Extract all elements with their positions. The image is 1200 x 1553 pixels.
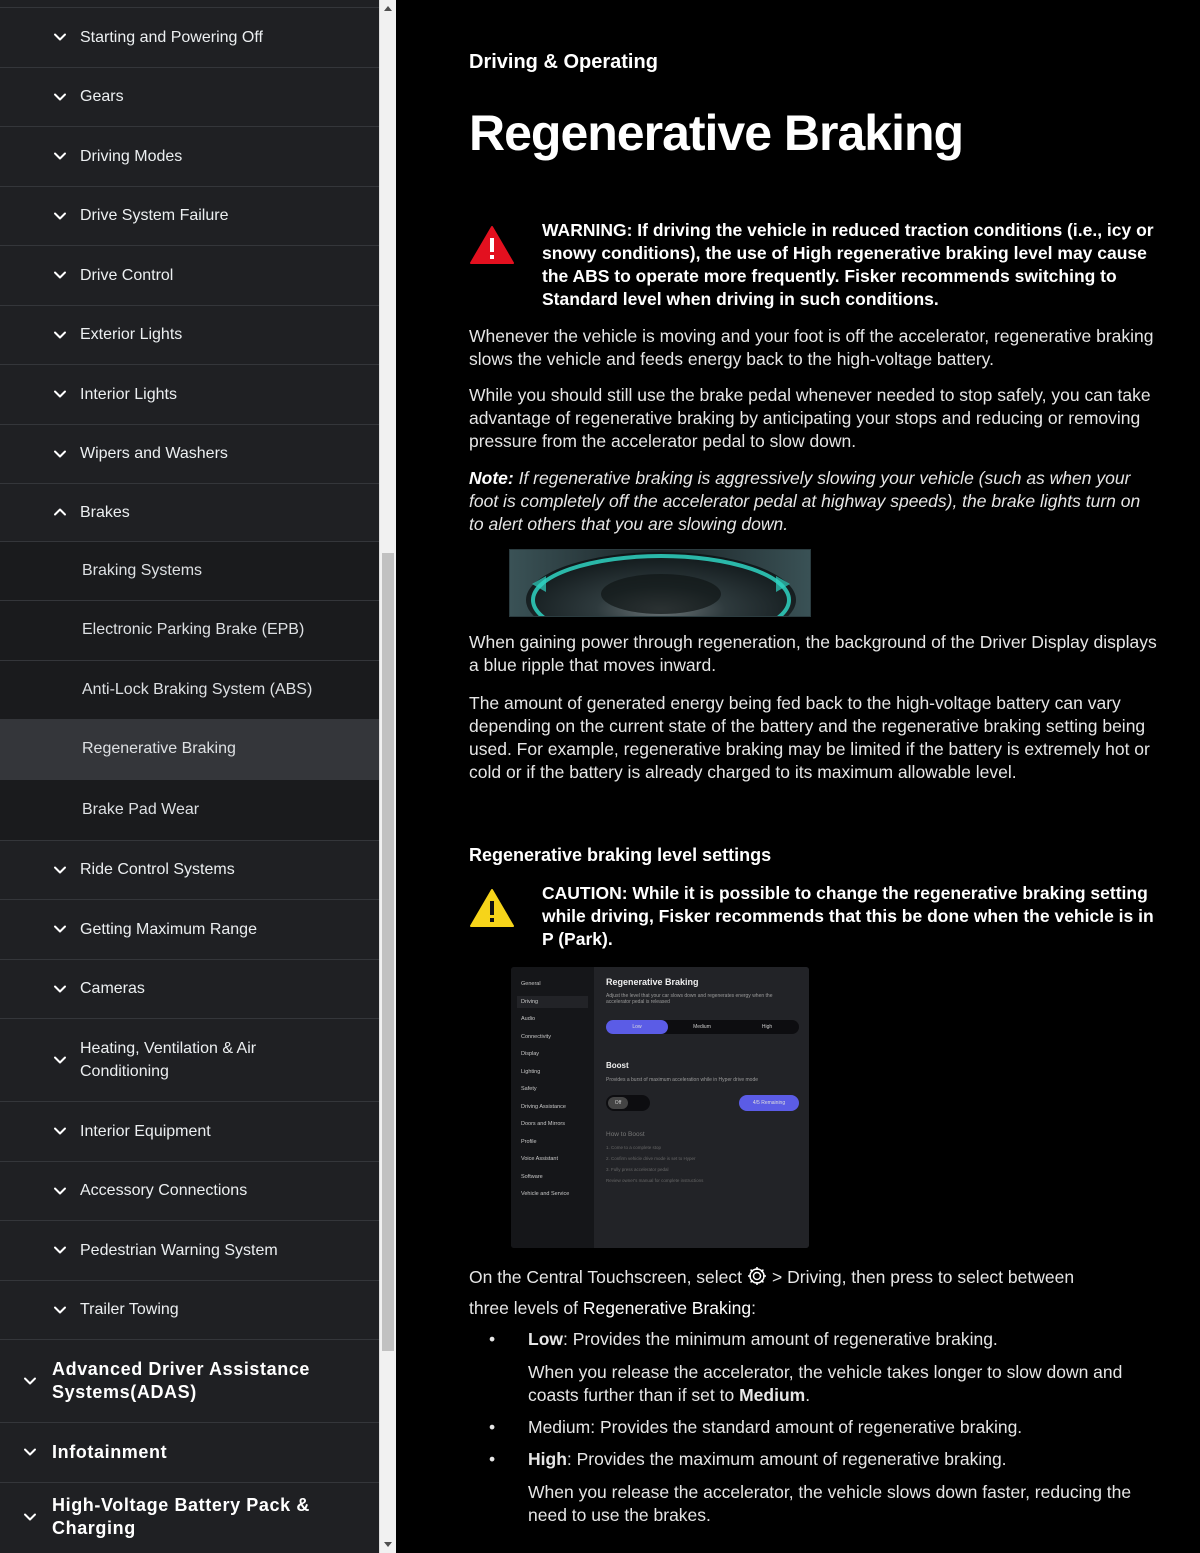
scroll-down-arrow-icon[interactable] — [380, 1536, 396, 1553]
sidebar-item-label: Gears — [80, 88, 124, 106]
chevron-down-icon — [52, 148, 68, 164]
settings-nav-item: Doors and Mirrors — [521, 1121, 566, 1127]
boost-toggle: Off — [606, 1095, 650, 1111]
chevron-down-icon — [22, 1373, 38, 1389]
boost-remaining-badge: 4/5 Remaining — [739, 1095, 799, 1111]
regenerative-braking-bold: Regenerative Braking — [582, 1298, 752, 1318]
sidebar-item-brake-pad-wear[interactable] — [0, 779, 379, 840]
sidebar-item-ride-control-systems[interactable] — [0, 840, 379, 900]
sidebar-item-brakes[interactable] — [0, 483, 379, 541]
section-label: Driving & Operating — [469, 51, 658, 73]
chevron-down-icon — [52, 1052, 68, 1068]
sidebar-item-pedestrian-warning-system[interactable] — [0, 1220, 379, 1280]
settings-nav-item: Voice Assistant — [521, 1156, 558, 1162]
sidebar-item-label: Exterior Lights — [80, 326, 183, 344]
chevron-down-icon — [52, 981, 68, 997]
sidebar-item-label: Brake Pad Wear — [82, 800, 200, 818]
level-medium: Medium — [693, 1024, 711, 1030]
sidebar-item-label: Getting Maximum Range — [80, 920, 257, 938]
sidebar-item-label: High-Voltage Battery Pack & Charging — [52, 1494, 310, 1538]
chevron-down-icon — [52, 327, 68, 343]
sidebar-item-trailer-towing[interactable] — [0, 1280, 379, 1340]
chevron-up-icon — [52, 504, 68, 520]
sidebar-top-spacer — [0, 0, 379, 7]
sidebar-item-label: Advanced Driver Assistance Systems(ADAS) — [52, 1359, 311, 1402]
scrollbar-thumb[interactable] — [382, 553, 394, 1351]
settings-nav-item: Connectivity — [521, 1033, 551, 1040]
settings-nav-item: Driving Assistance — [521, 1103, 566, 1110]
sidebar-item-label: Accessory Connections — [80, 1182, 248, 1200]
sidebar-item-braking-systems[interactable] — [0, 541, 379, 601]
settings-nav-item: Software — [521, 1173, 543, 1180]
paragraph-brake-pedal: While you should still use the brake pedal whenever needed to stop safely, you can take advantage of regenerative braking by anticipating your stops and reducing or removing pressure from the accelerator pedal to slow down. — [469, 385, 1151, 451]
warning-box — [469, 219, 1159, 311]
sidebar-item-label: Pedestrian Warning System — [80, 1241, 278, 1259]
gear-icon — [746, 1265, 768, 1295]
settings-nav-item: Safety — [521, 1086, 537, 1092]
sidebar-item-label: Heating, Ventilation & Air Conditioning — [80, 1040, 257, 1080]
scroll-up-arrow-icon[interactable] — [380, 0, 396, 17]
page-title: Regenerative Braking — [469, 105, 964, 161]
sidebar-item-regenerative-braking[interactable] — [0, 719, 379, 779]
sidebar-item-label: Interior Lights — [80, 385, 177, 403]
sidebar-item-interior-lights[interactable] — [0, 364, 379, 424]
sidebar-item-label: Driving Modes — [80, 147, 183, 165]
how-to-boost-title: How to Boost — [606, 1131, 645, 1138]
settings-panel-desc: Adjust the level that your car slows down and regenerates energy when the accelerator pedal is released — [606, 993, 773, 1005]
chevron-down-icon — [52, 1242, 68, 1258]
sidebar-item-wipers-and-washers[interactable] — [0, 424, 379, 484]
level-segmented-control — [606, 1020, 799, 1034]
sidebar-item-label: Ride Control Systems — [80, 861, 235, 879]
paragraph-central-touchscreen: On the Central Touchscreen, select > Driving, then press to select between three levels of Regenerative Braking: — [469, 1267, 1075, 1318]
settings-nav — [511, 967, 594, 1248]
chevron-down-icon — [52, 208, 68, 224]
sidebar-item-label: Interior Equipment — [80, 1122, 211, 1140]
chevron-down-icon — [52, 29, 68, 45]
boost-desc: Provides a burst of maximum acceleration while in Hyper drive mode — [606, 1077, 759, 1083]
caution-icon — [469, 882, 542, 951]
settings-panel-title: Regenerative Braking — [606, 977, 699, 987]
settings-screenshot-image — [511, 967, 809, 1248]
caution-box — [469, 882, 1159, 951]
warning-text: WARNING: If driving the vehicle in reduced traction conditions (i.e., icy or snowy conditions), the use of High regenerative braking level may cause the ABS to operate more frequently. Fisker recommends switching to Standard level when driving in such conditions. — [542, 220, 1154, 309]
sidebar-item-drive-control[interactable] — [0, 245, 379, 305]
sidebar-item-infotainment[interactable] — [0, 1422, 379, 1482]
sidebar-item-exterior-lights[interactable] — [0, 305, 379, 365]
chevron-down-icon — [52, 1302, 68, 1318]
level-low: Low — [632, 1024, 642, 1030]
sidebar-item-cameras[interactable] — [0, 959, 379, 1019]
sidebar-item-gears[interactable] — [0, 67, 379, 127]
sidebar-item-electronic-parking-brake-epb[interactable] — [0, 600, 379, 660]
sidebar-item-starting-and-powering-off[interactable] — [0, 7, 379, 67]
settings-nav-item: Display — [521, 1051, 540, 1057]
sidebar-item-advanced-driver-assistance-systems-adas[interactable] — [0, 1339, 379, 1422]
settings-nav-item: Profile — [521, 1138, 537, 1145]
chevron-down-icon — [52, 1123, 68, 1139]
sidebar-item-interior-equipment[interactable] — [0, 1101, 379, 1161]
sidebar-item-label: Braking Systems — [82, 561, 203, 579]
note-text: If regenerative braking is aggressively slowing your vehicle (such as when your foot is completely off the accelerator pedal at highway speeds), the brake lights turn on to alert others that you are slowing down. — [469, 468, 1141, 534]
sidebar-item-label: Infotainment — [52, 1441, 168, 1462]
subheading-level-settings: Regenerative braking level settings — [469, 845, 772, 865]
chevron-down-icon — [52, 862, 68, 878]
sidebar-item-label: Starting and Powering Off — [80, 28, 263, 46]
sidebar-nav — [0, 0, 379, 1553]
chevron-down-icon — [52, 921, 68, 937]
chevron-down-icon — [52, 446, 68, 462]
caution-text: CAUTION: While it is possible to change the regenerative braking setting while driving, Fisker recommends that this be done when the vehicle is in P (Park). — [542, 883, 1154, 949]
driver-display-ripple-image — [509, 549, 811, 617]
sidebar-item-label: Trailer Towing — [80, 1301, 179, 1319]
sidebar-item-label: Drive System Failure — [80, 207, 229, 225]
chevron-down-icon — [52, 386, 68, 402]
sidebar-item-high-voltage-battery-pack-charging[interactable] — [0, 1482, 379, 1551]
settings-nav-item: Driving — [517, 996, 588, 1008]
paragraph-intro: Whenever the vehicle is moving and your foot is off the accelerator, regenerative braking slows the vehicle and feeds energy back to the high-voltage battery. — [469, 326, 1154, 369]
chevron-down-icon — [52, 1183, 68, 1199]
sidebar-item-label: Wipers and Washers — [80, 445, 228, 463]
settings-nav-item: Audio — [521, 1016, 536, 1022]
sidebar-item-getting-maximum-range[interactable] — [0, 899, 379, 959]
chevron-down-icon — [52, 267, 68, 283]
sidebar-item-drive-system-failure[interactable] — [0, 186, 379, 246]
sidebar-item-label: Anti-Lock Braking System (ABS) — [82, 680, 313, 698]
note-label: Note: — [469, 468, 514, 488]
settings-nav-item: Vehicle and Service — [521, 1191, 570, 1197]
chevron-down-icon — [22, 1509, 38, 1525]
sidebar-item-label: Regenerative Braking — [82, 740, 236, 758]
article-content: Driving & Operating Regenerative Braking WARNING: If driving the vehicle in reduced traction conditions (i.e., icy or snowy conditions), the use of High regenerative braking level may cause the ABS to operate more frequently. Fisker recommends switching to Standard level when driving in such conditions. Whenever the vehicle is moving and your foot is off the accelerator, regenerative braking slows the vehicle and feeds energy back to the high-voltage battery. While you should still use the brake pedal whenever needed to stop safely, you can take advantage of regenerative braking by anticipating your stops and reducing or removing pressure from the accelerator pedal to slow down. Note: If regenerative braking is aggressively slowing your vehicle (such as when your foot is completely off the accelerator pedal at highway speeds), the brake lights turn on to alert others that you are slowing down. When gaining power through regeneration, the background of the Driver Display displays a blue ripple that moves inward. The amount of generated energy being fed back to the high-voltage battery can vary depending on the current state of the battery and the regenerative braking setting being used. For example, regenerative braking may be limited if the battery is extremely hot or cold or if the battery is already charged to its maximum allowable level. Regenerative braking level settings CAUTION: While it is possible to change the regenerative braking setting while driving, Fisker recommends that this be done when the vehicle is in P (Park). General Driving Audio Connectivity Display Lighting Safety Driving Assistance Doors and Mirrors Profile Voice Assistant Software Vehicle and Service Regenerative Braking Adjust the level that your car slows down and regenerates energy when the accelerator pedal is released Low Medium High Boost Provides a burst of maximum acceleration while in Hyper drive mode Off 4/5 Remaining How to Boost 1. Come to a complete stop 2. Confirm vehicle drive mode is set to Hyper 3. Fully press accelerator pedal Review owner's manual for complete instructions On the Central Touchscreen, select > Driving, then press to select between three levels of Regenerative Braking: • Low: Provides the minimum amount of regenerative braking. When you release the accelerator, the vehicle takes longer to slow down and coasts further than if set to Medium. • Medium: Provides the standard amount of regenerative braking. • High: Provides the maximum amount of regenerative braking. When you release the accelerator, the vehicle slows down faster, reducing the need to use the brakes. — [396, 0, 1200, 1553]
sidebar-item-label: Cameras — [80, 980, 145, 998]
note-paragraph — [469, 467, 1159, 536]
sidebar-item-heating-ventilation-air-conditioning[interactable] — [0, 1018, 379, 1101]
settings-nav-item: Lighting — [521, 1068, 541, 1075]
sidebar-item-driving-modes[interactable] — [0, 126, 379, 186]
paragraph-energy: The amount of generated energy being fed back to the high-voltage battery can vary depending on the current state of the battery and the regenerative braking setting being used. For example, regenerative braking may be limited if the battery is extremely hot or cold or if the battery is already charged to its maximum allowable level. — [469, 693, 1150, 782]
settings-panel: Regenerative Braking Adjust the level that your car slows down and regenerates energy when the accelerator pedal is released Low Medium High Boost Provides a burst of maximum acceleration while in Hyper drive mode Off 4/5 Remaining How to Boost 1. Come to a complete stop 2. Confirm vehicle drive mode is set to Hyper 3. Fully press accelerator pedal Review owner's manual for complete instructions — [594, 967, 809, 1248]
paragraph-ripple: When gaining power through regeneration, the background of the Driver Display displays a blue ripple that moves inward. — [469, 632, 1157, 675]
chevron-down-icon — [52, 89, 68, 105]
level-high: High — [761, 1024, 773, 1030]
chevron-down-icon — [22, 1444, 38, 1460]
sidebar-item-anti-lock-braking-system-abs[interactable] — [0, 660, 379, 720]
sidebar-scrollbar[interactable] — [379, 0, 396, 1553]
sidebar-item-label: Electronic Parking Brake (EPB) — [82, 621, 305, 639]
warning-icon — [469, 219, 542, 311]
sidebar-item-label: Brakes — [80, 503, 130, 521]
sidebar-item-label: Drive Control — [80, 266, 174, 284]
settings-nav-item: General — [521, 981, 541, 987]
boost-title: Boost — [606, 1061, 629, 1070]
sidebar-item-accessory-connections[interactable] — [0, 1161, 379, 1221]
